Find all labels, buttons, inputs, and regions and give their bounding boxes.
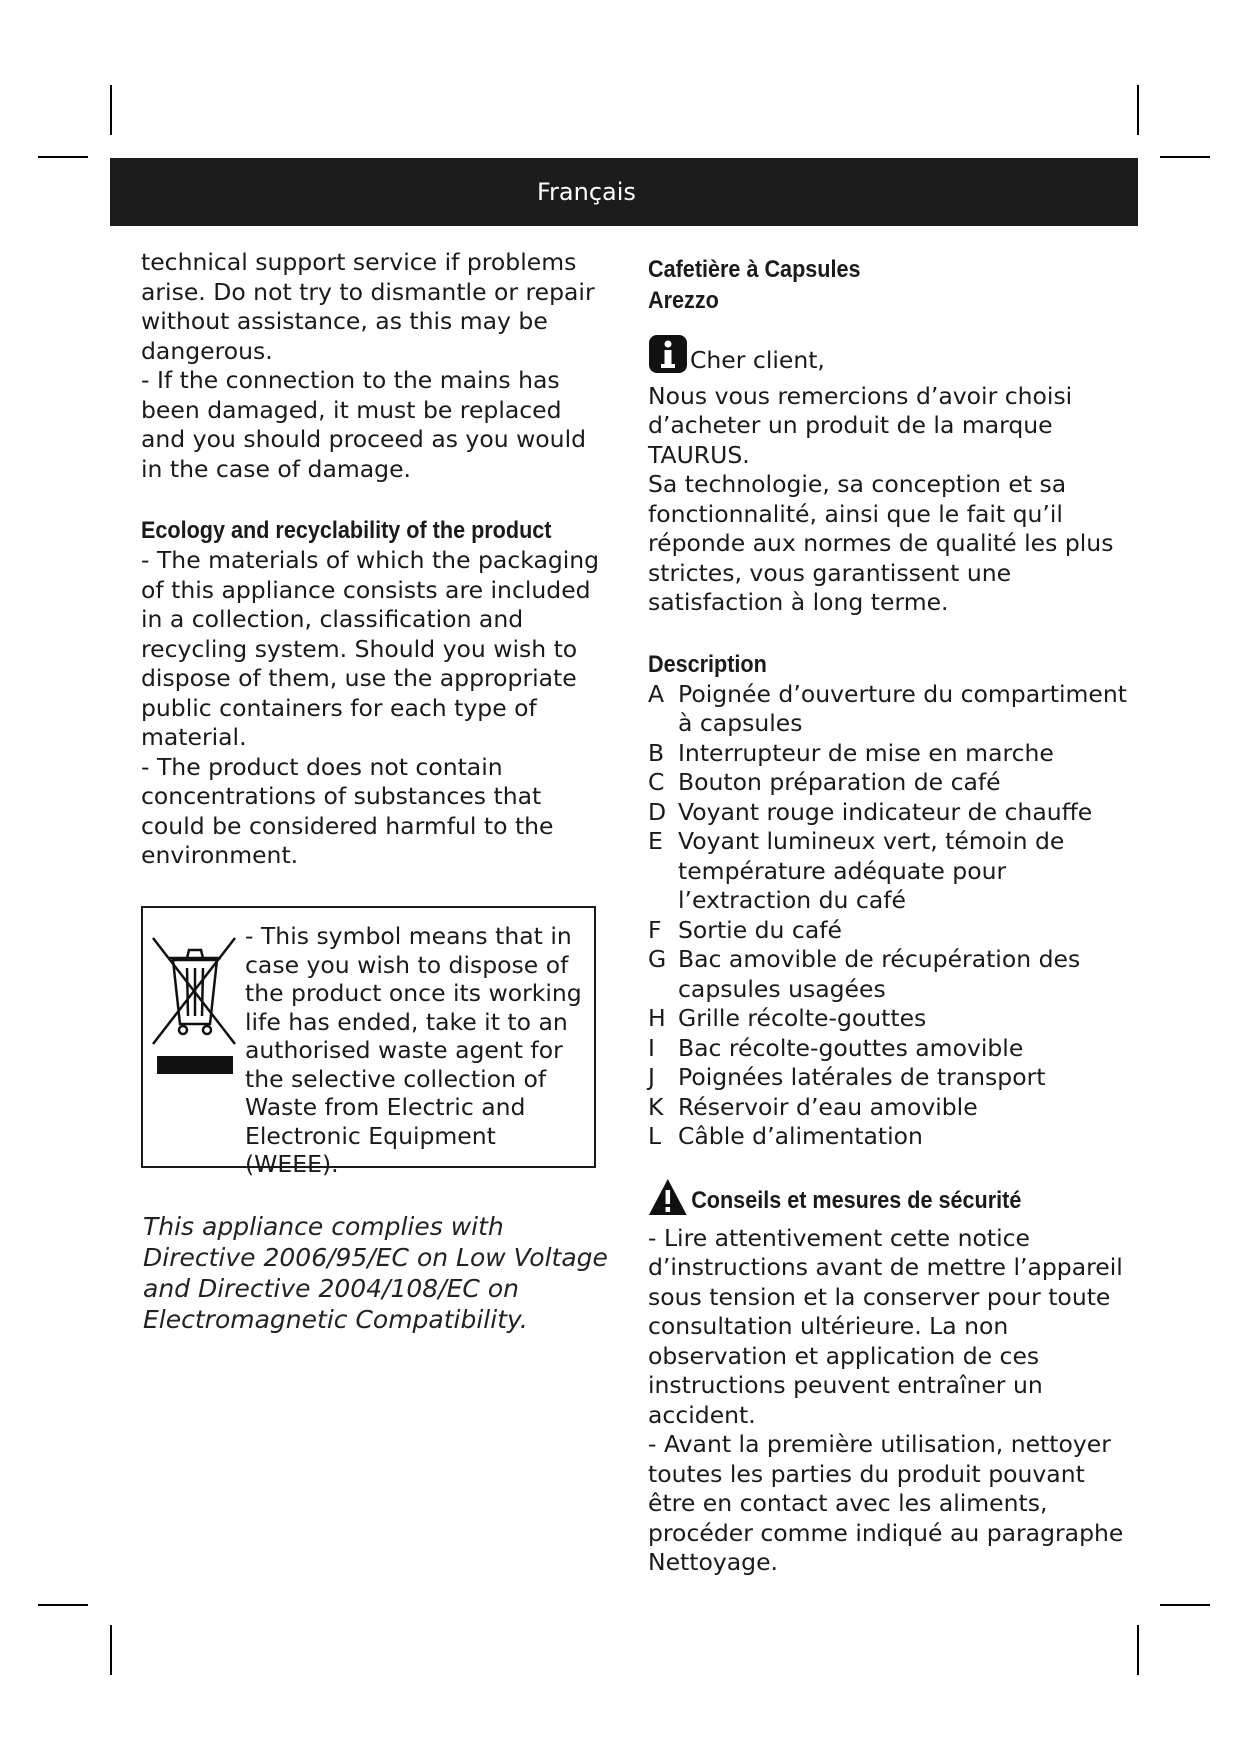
description-item	[648, 798, 1128, 828]
item-text: Poignées latérales de transport	[678, 1063, 1046, 1091]
greeting-line	[648, 334, 1128, 382]
item-letter: E	[648, 827, 663, 855]
language-label: Français	[537, 178, 636, 206]
description-item	[648, 945, 1128, 1004]
description-item	[648, 1093, 1128, 1123]
body-paragraph: - If the connection to the mains has been damaged, it must be replaced and you should proceed as you would in the case of damage.	[141, 366, 587, 483]
item-text: Sortie du café	[678, 915, 842, 944]
crop-mark	[38, 1604, 88, 1606]
info-icon	[648, 334, 688, 382]
item-letter: F	[648, 915, 662, 944]
item-text: Bac récolte-gouttes amovible	[678, 1033, 1024, 1062]
crossed-bin-icon	[147, 932, 237, 1086]
item-letter: L	[648, 1122, 662, 1150]
body-paragraph: - The materials of which the packaging of this appliance consists are included in a collection, classification and recycling system. Should you wish to dispose of them, use the appropriate public containers for each type of material.	[141, 546, 600, 751]
crop-mark	[38, 156, 88, 158]
description-item	[648, 768, 1128, 798]
item-letter: H	[648, 1004, 666, 1032]
item-text: Bac amovible de récupération des capsules usagées	[678, 945, 1081, 1003]
compliance-statement: This appliance complies with Directive 2006/95/EC on Low Voltage and Directive 2004/108/EC on Electromagnetic Compatibility.	[143, 1212, 608, 1334]
product-title: Cafetière à Capsules	[648, 256, 861, 283]
item-text: Réservoir d’eau amovible	[678, 1092, 978, 1121]
crop-mark	[1137, 1625, 1139, 1675]
item-letter: B	[648, 738, 665, 767]
description-item	[648, 1063, 1128, 1093]
body-paragraph: - Avant la première utilisation, nettoyer toutes les parties du produit pouvant être en contact avec les aliments, procéder comme indiqué au paragraphe Nettoyage.	[648, 1430, 1124, 1576]
crop-mark	[110, 85, 112, 135]
body-paragraph: - Lire attentivement cette notice d’instructions avant de mettre l’appareil sous tension et la conserver pour toute consultation ultérieure. La non observation et application de ces instructions peuvent entraîner un accident.	[648, 1223, 1123, 1429]
body-paragraph: technical support service if problems arise. Do not try to dismantle or repair without assistance, as this may be dangerous.	[141, 248, 595, 365]
item-letter: G	[648, 945, 667, 973]
description-item	[648, 739, 1128, 769]
item-text: Interrupteur de mise en marche	[678, 738, 1054, 767]
description-item	[648, 1004, 1128, 1034]
description-item	[648, 1122, 1128, 1152]
body-paragraph: Nous vous remercions d’avoir choisi d’acheter un produit de la marque TAURUS.	[648, 381, 1073, 469]
crop-mark	[110, 1625, 112, 1675]
description-item	[648, 1034, 1128, 1064]
left-column	[141, 248, 611, 871]
warning-icon	[648, 1178, 688, 1224]
item-text: Bouton préparation de café	[678, 768, 1001, 796]
crop-mark	[1137, 85, 1139, 135]
item-text: Voyant rouge indicateur de chauffe	[678, 797, 1093, 826]
description-item	[648, 827, 1128, 916]
right-column	[648, 254, 1128, 1578]
description-heading: Description	[648, 650, 767, 678]
item-text: Câble d’alimentation	[678, 1122, 923, 1150]
item-letter: C	[648, 768, 665, 796]
item-text: Voyant lumineux vert, témoin de température adéquate pour l’extraction du café	[678, 827, 1065, 914]
safety-heading	[648, 1178, 1080, 1224]
item-text: Poignée d’ouverture du compartiment à capsules	[678, 679, 1127, 737]
weee-text: - This symbol means that in case you wish to dispose of the product once its working life has ended, take it to an authorised waste agent for the selective collection of Waste from Electric and Electronic Equipment (WEEE).	[245, 922, 582, 1178]
description-item	[648, 916, 1128, 946]
product-model: Arezzo	[648, 287, 719, 314]
item-letter: A	[648, 679, 665, 708]
body-paragraph: Sa technologie, sa conception et sa fonctionnalité, ainsi que le fait qu’il réponde aux normes de qualité les plus strictes, vous garantissent une satisfaction à long terme.	[648, 470, 1114, 616]
ecology-heading: Ecology and recyclability of the product	[141, 517, 552, 544]
weee-notice-box	[141, 906, 596, 1178]
item-text: Grille récolte-gouttes	[678, 1004, 927, 1032]
crop-mark	[1160, 156, 1210, 158]
greeting-text: Cher client,	[690, 346, 825, 374]
item-letter: D	[648, 797, 667, 826]
item-letter: K	[648, 1092, 664, 1121]
crop-mark	[1160, 1604, 1210, 1606]
item-letter: J	[648, 1063, 655, 1091]
body-paragraph: - The product does not contain concentrations of substances that could be considered harmful to the environment.	[141, 752, 554, 869]
safety-heading-text: Conseils et mesures de sécurité	[691, 1186, 1022, 1214]
item-letter: I	[648, 1033, 655, 1062]
description-item	[648, 680, 1128, 739]
